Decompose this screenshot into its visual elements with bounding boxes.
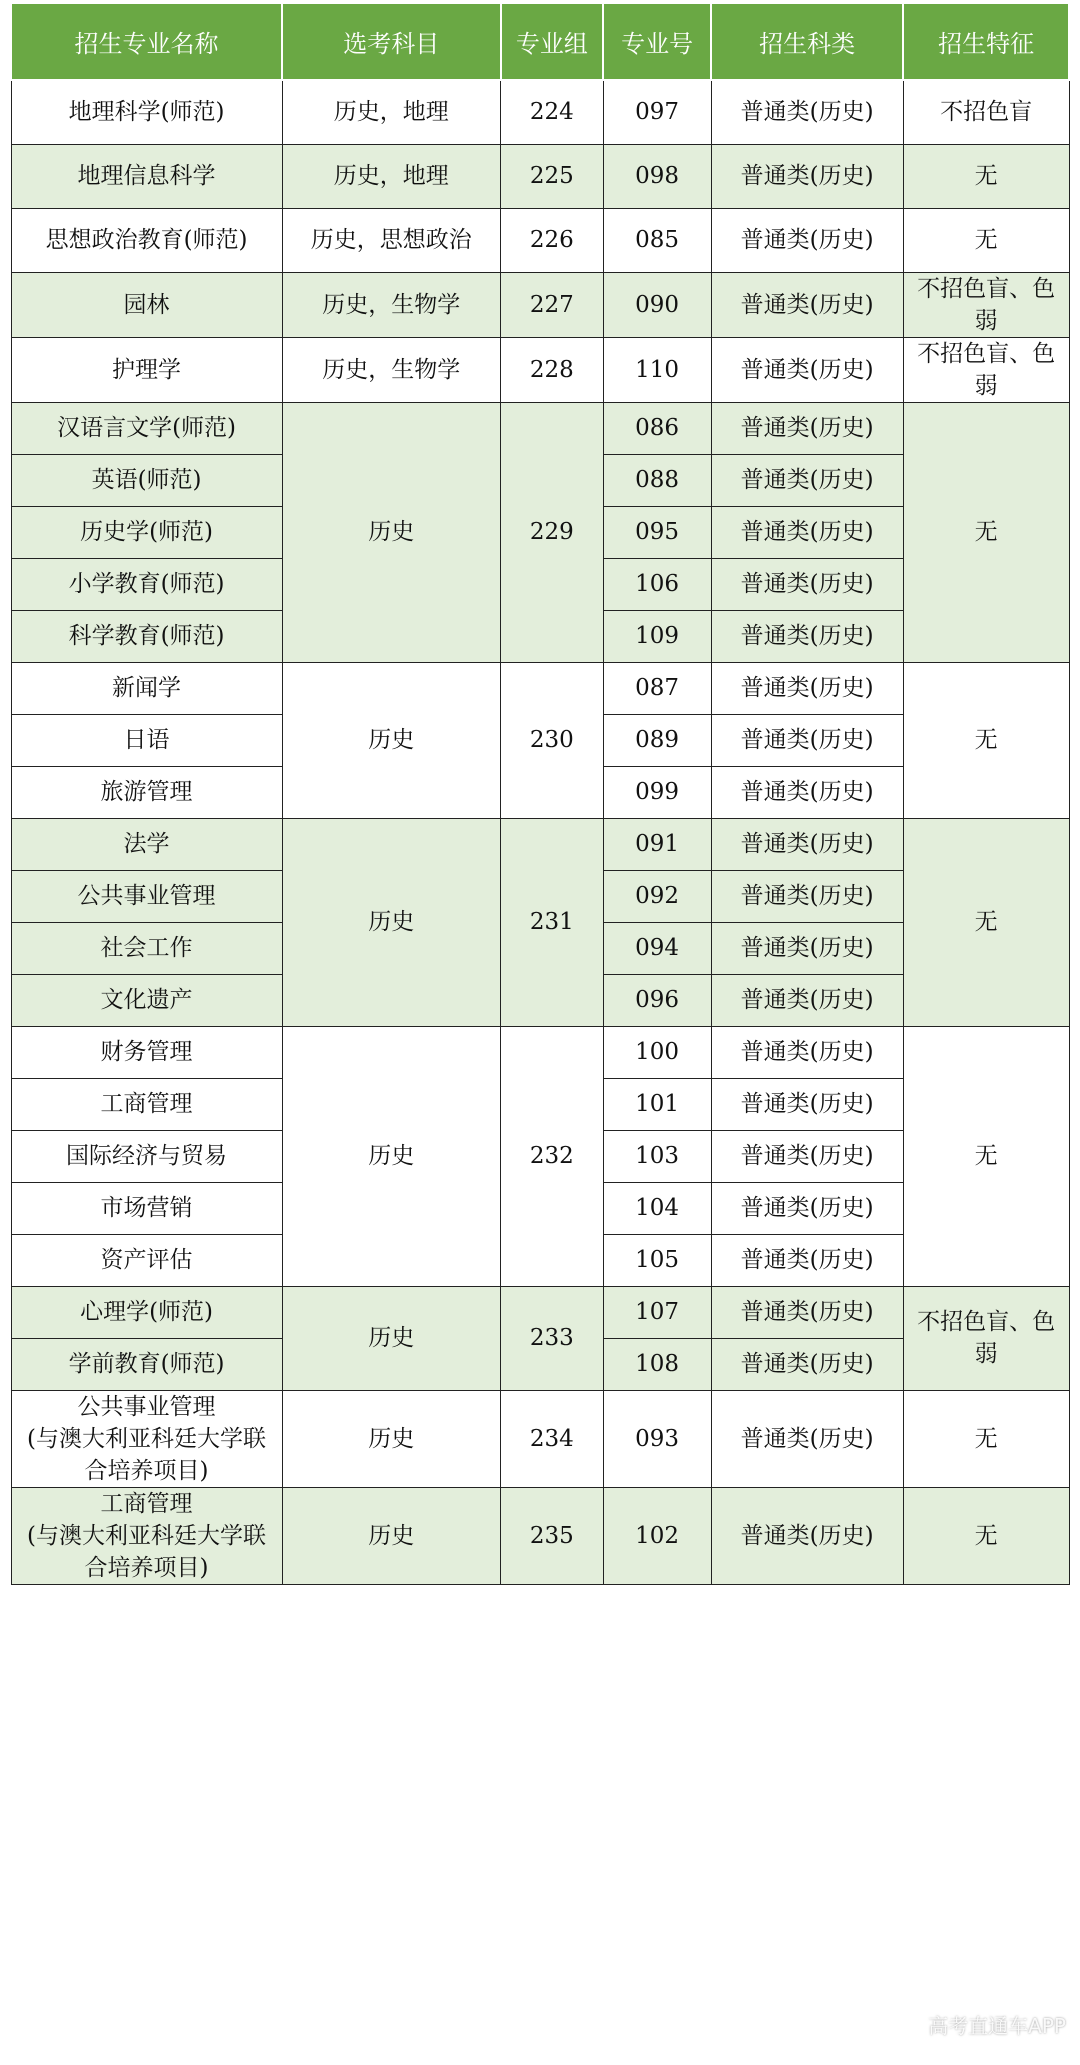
cell-code: 109 — [603, 610, 711, 662]
cell-category: 普通类(历史) — [711, 922, 903, 974]
cell-group: 233 — [501, 1286, 604, 1390]
cell-code: 093 — [603, 1390, 711, 1487]
cell-category: 普通类(历史) — [711, 272, 903, 337]
header-code: 专业号 — [603, 3, 711, 80]
table-row — [11, 818, 1069, 870]
cell-feature: 无 — [903, 662, 1069, 818]
cell-category: 普通类(历史) — [711, 1026, 903, 1078]
cell-subjects: 历史，思想政治 — [282, 208, 500, 272]
cell-feature: 无 — [903, 1026, 1069, 1286]
cell-subjects: 历史 — [282, 1487, 500, 1584]
cell-subjects: 历史，生物学 — [282, 272, 500, 337]
cell-code: 099 — [603, 766, 711, 818]
cell-category: 普通类(历史) — [711, 1078, 903, 1130]
cell-subjects: 历史 — [282, 1390, 500, 1487]
table-header-row — [11, 3, 1069, 80]
cell-category: 普通类(历史) — [711, 610, 903, 662]
cell-major-name: 历史学(师范) — [11, 506, 282, 558]
cell-major-name: 英语(师范) — [11, 454, 282, 506]
cell-feature: 无 — [903, 1390, 1069, 1487]
cell-code: 101 — [603, 1078, 711, 1130]
cell-subjects: 历史 — [282, 1026, 500, 1286]
cell-category: 普通类(历史) — [711, 1182, 903, 1234]
cell-code: 100 — [603, 1026, 711, 1078]
cell-feature: 无 — [903, 818, 1069, 1026]
cell-code: 095 — [603, 506, 711, 558]
admission-table-container — [10, 2, 1070, 1585]
cell-major-name: 社会工作 — [11, 922, 282, 974]
cell-code: 110 — [603, 337, 711, 402]
cell-code: 090 — [603, 272, 711, 337]
cell-major-name: 科学教育(师范) — [11, 610, 282, 662]
cell-group: 232 — [501, 1026, 604, 1286]
cell-category: 普通类(历史) — [711, 144, 903, 208]
table-row — [11, 1026, 1069, 1078]
cell-major-name: 地理信息科学 — [11, 144, 282, 208]
cell-group: 231 — [501, 818, 604, 1026]
table-row — [11, 1286, 1069, 1338]
cell-feature: 无 — [903, 144, 1069, 208]
cell-category: 普通类(历史) — [711, 766, 903, 818]
table-row — [11, 144, 1069, 208]
cell-feature: 无 — [903, 1487, 1069, 1584]
cell-major-name: 心理学(师范) — [11, 1286, 282, 1338]
cell-major-name: 公共事业管理 (与澳大利亚科廷大学联合培养项目) — [11, 1390, 282, 1487]
cell-group: 227 — [501, 272, 604, 337]
header-major-name: 招生专业名称 — [11, 3, 282, 80]
cell-code: 092 — [603, 870, 711, 922]
cell-category: 普通类(历史) — [711, 1286, 903, 1338]
table-row — [11, 337, 1069, 402]
cell-subjects: 历史 — [282, 1286, 500, 1390]
cell-code: 088 — [603, 454, 711, 506]
cell-category: 普通类(历史) — [711, 1390, 903, 1487]
cell-category: 普通类(历史) — [711, 818, 903, 870]
cell-group: 234 — [501, 1390, 604, 1487]
cell-category: 普通类(历史) — [711, 337, 903, 402]
cell-code: 086 — [603, 402, 711, 454]
cell-code: 087 — [603, 662, 711, 714]
cell-code: 107 — [603, 1286, 711, 1338]
cell-major-name: 旅游管理 — [11, 766, 282, 818]
cell-category: 普通类(历史) — [711, 80, 903, 144]
cell-category: 普通类(历史) — [711, 974, 903, 1026]
cell-subjects: 历史 — [282, 662, 500, 818]
cell-code: 108 — [603, 1338, 711, 1390]
cell-major-name: 工商管理 — [11, 1078, 282, 1130]
header-feature: 招生特征 — [903, 3, 1069, 80]
cell-major-name: 护理学 — [11, 337, 282, 402]
cell-category: 普通类(历史) — [711, 662, 903, 714]
cell-code: 102 — [603, 1487, 711, 1584]
cell-subjects: 历史，地理 — [282, 80, 500, 144]
cell-category: 普通类(历史) — [711, 558, 903, 610]
cell-code: 085 — [603, 208, 711, 272]
cell-category: 普通类(历史) — [711, 1487, 903, 1584]
cell-feature: 不招色盲、色弱 — [903, 337, 1069, 402]
header-category: 招生科类 — [711, 3, 903, 80]
cell-group: 229 — [501, 402, 604, 662]
cell-group: 228 — [501, 337, 604, 402]
cell-code: 104 — [603, 1182, 711, 1234]
cell-category: 普通类(历史) — [711, 714, 903, 766]
cell-code: 103 — [603, 1130, 711, 1182]
cell-code: 089 — [603, 714, 711, 766]
cell-category: 普通类(历史) — [711, 402, 903, 454]
cell-code: 105 — [603, 1234, 711, 1286]
cell-category: 普通类(历史) — [711, 208, 903, 272]
cell-category: 普通类(历史) — [711, 454, 903, 506]
cell-subjects: 历史 — [282, 818, 500, 1026]
cell-major-name: 思想政治教育(师范) — [11, 208, 282, 272]
cell-subjects: 历史，生物学 — [282, 337, 500, 402]
cell-major-name: 财务管理 — [11, 1026, 282, 1078]
cell-major-name: 市场营销 — [11, 1182, 282, 1234]
cell-code: 096 — [603, 974, 711, 1026]
cell-major-name: 新闻学 — [11, 662, 282, 714]
cell-code: 098 — [603, 144, 711, 208]
cell-major-name: 学前教育(师范) — [11, 1338, 282, 1390]
admission-table — [10, 2, 1070, 1585]
table-row — [11, 1390, 1069, 1487]
table-body — [11, 80, 1069, 1584]
cell-group: 224 — [501, 80, 604, 144]
cell-major-name: 资产评估 — [11, 1234, 282, 1286]
table-row — [11, 1487, 1069, 1584]
table-row — [11, 272, 1069, 337]
cell-major-name: 园林 — [11, 272, 282, 337]
cell-feature: 无 — [903, 208, 1069, 272]
cell-category: 普通类(历史) — [711, 1234, 903, 1286]
cell-feature: 不招色盲、色弱 — [903, 1286, 1069, 1390]
cell-group: 225 — [501, 144, 604, 208]
cell-major-name: 法学 — [11, 818, 282, 870]
cell-major-name: 工商管理 (与澳大利亚科廷大学联合培养项目) — [11, 1487, 282, 1584]
cell-code: 094 — [603, 922, 711, 974]
cell-feature: 无 — [903, 402, 1069, 662]
table-row — [11, 208, 1069, 272]
cell-group: 230 — [501, 662, 604, 818]
cell-major-name: 公共事业管理 — [11, 870, 282, 922]
header-group: 专业组 — [501, 3, 604, 80]
cell-category: 普通类(历史) — [711, 870, 903, 922]
cell-major-name: 文化遗产 — [11, 974, 282, 1026]
cell-major-name: 汉语言文学(师范) — [11, 402, 282, 454]
cell-feature: 不招色盲 — [903, 80, 1069, 144]
cell-feature: 不招色盲、色弱 — [903, 272, 1069, 337]
table-row — [11, 80, 1069, 144]
cell-major-name: 小学教育(师范) — [11, 558, 282, 610]
table-row — [11, 402, 1069, 454]
cell-major-name: 国际经济与贸易 — [11, 1130, 282, 1182]
watermark-text: 高考直通车APP — [928, 2014, 1066, 2038]
cell-category: 普通类(历史) — [711, 1338, 903, 1390]
header-subjects: 选考科目 — [282, 3, 500, 80]
cell-code: 091 — [603, 818, 711, 870]
cell-major-name: 日语 — [11, 714, 282, 766]
cell-subjects: 历史，地理 — [282, 144, 500, 208]
cell-major-name: 地理科学(师范) — [11, 80, 282, 144]
cell-subjects: 历史 — [282, 402, 500, 662]
cell-category: 普通类(历史) — [711, 1130, 903, 1182]
cell-group: 226 — [501, 208, 604, 272]
cell-group: 235 — [501, 1487, 604, 1584]
cell-code: 097 — [603, 80, 711, 144]
cell-category: 普通类(历史) — [711, 506, 903, 558]
table-row — [11, 662, 1069, 714]
cell-code: 106 — [603, 558, 711, 610]
